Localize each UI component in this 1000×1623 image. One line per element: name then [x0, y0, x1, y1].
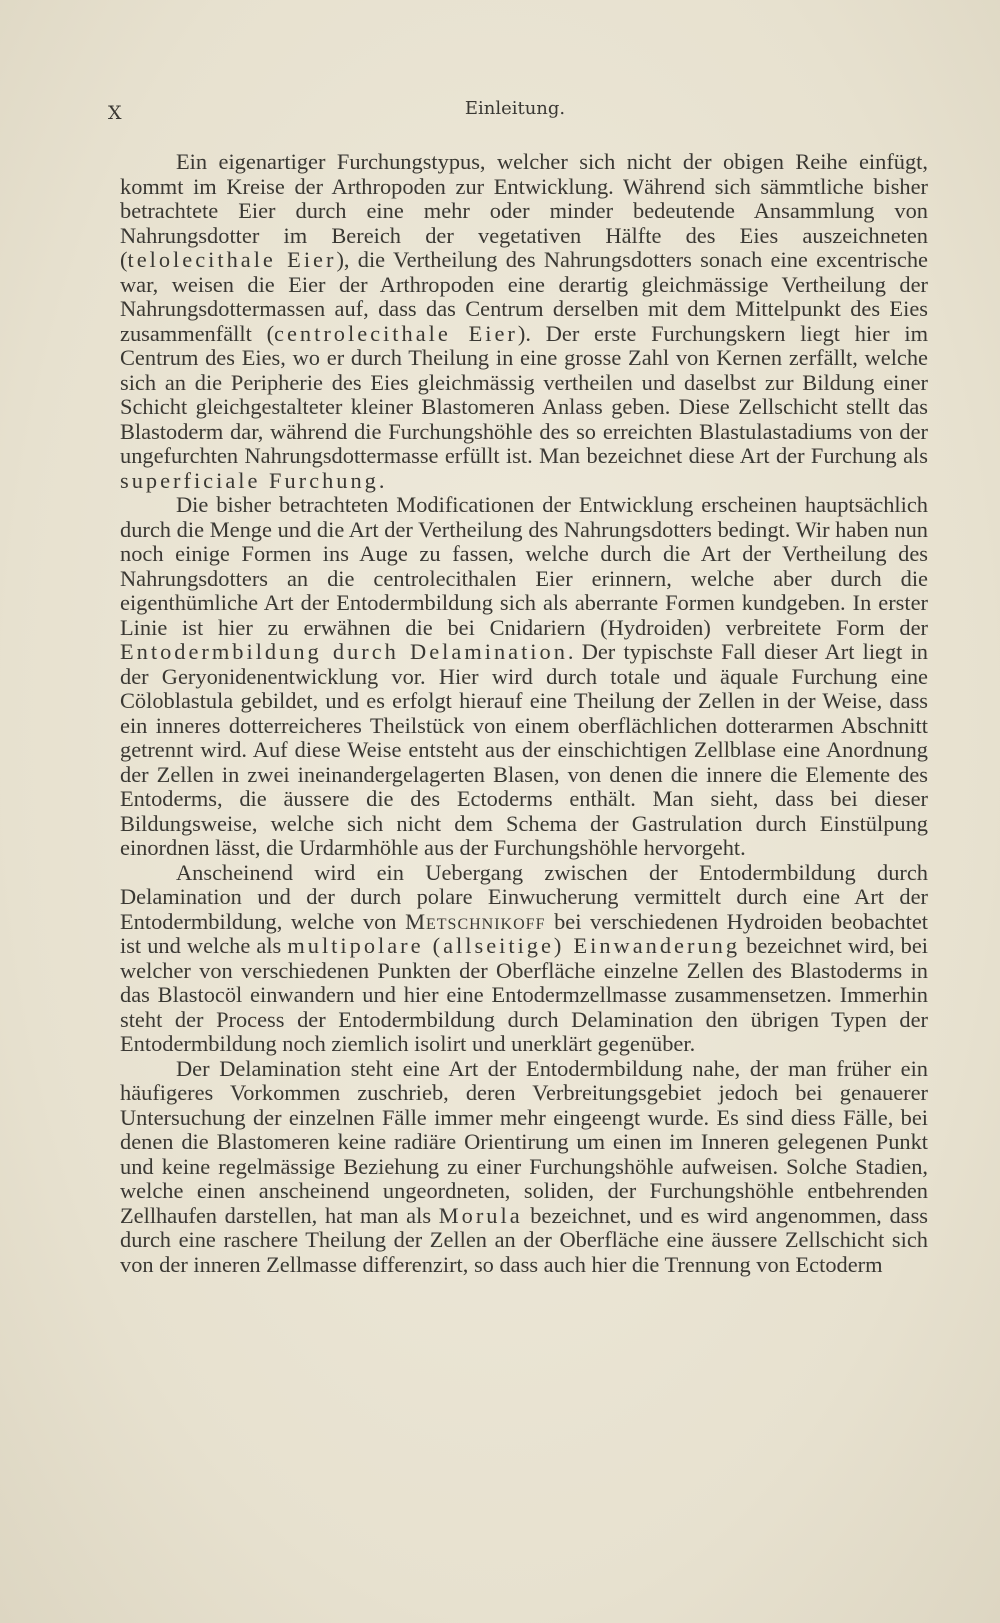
text-run: Ein eigenartiger Furchungstypus, welcher sich nicht der obigen Reihe einfügt, kommt im Kreise der Arthropoden zur Entwicklung. Während sich sämmtliche bisher betrachtete Eier durch eine mehr oder minder bedeutende Ansammlung von Nahrungsdotter im Bereich der vegetativen Hälfte des Eies auszeichneten ( [120, 149, 928, 272]
paragraph [120, 861, 928, 1057]
emphasized-term: Morula [438, 1202, 523, 1228]
text-run: bezeichnet, und es wird angenommen, dass durch eine raschere Theilung der Zellen an der Oberfläche eine äussere Zellschicht sich von der inneren Zellmasse differenzirt, so dass auch hier die Trennung von Ectoderm [120, 1202, 929, 1277]
running-title: Einleitung. [464, 98, 566, 119]
emphasized-term: centrolecithale Eier [274, 320, 518, 346]
emphasized-term: superficiale Furchung [120, 467, 379, 493]
paragraph [120, 150, 928, 493]
text-run: Anscheinend wird ein Uebergang zwischen der Entodermbildung durch Delamination und der durch polare Einwucherung vermittelt durch eine Art der Entodermbildung, welche von [120, 859, 928, 934]
paragraph [120, 493, 928, 861]
text-run: bezeichnet wird, bei welcher von verschiedenen Punkten der Oberfläche einzelne Zellen des Blastoderms in das Blastocöl einwandern und hier eine Entodermzellmasse zusammensetzen. Immerhin steht der Process der Entodermbildung durch Delamination den übrigen Typen der Entodermbildung noch ziemlich isolirt und unerklärt gegenüber. [120, 933, 928, 1056]
text-run: Der Delamination steht eine Art der Entodermbildung nahe, der man früher ein häufigeres Vorkommen zuschrieb, deren Verbreitungsgebiet jedoch bei genauerer Untersuchung der einzelnen Fälle immer mehr eingeengt wurde. Es sind diess Fälle, bei denen die Blastomeren keine radiäre Orientirung um einen im Inneren gelegenen Punkt und keine regelmässige Beziehung zu einer Furchungshöhle aufweisen. Solche Stadien, welche einen anscheinend ungeordneten, soliden, der Furchungshöhle entbehrenden Zellhaufen darstellen, hat man als [120, 1055, 928, 1228]
emphasized-term: Entodermbildung durch Delamination [120, 639, 568, 664]
emphasized-term: Metschnikoff [405, 908, 546, 934]
paragraph [120, 1057, 928, 1278]
text-run: . Der typischste Fall dieser Art liegt in der Geryonidenentwicklung vor. Hier wird durch totale und äquale Furchung eine Cöloblastula gebildet, und es erfolgt hierauf eine Theilung der Zellen in der Weise, dass ein inneres dotterreicheres Theilstück von einem oberflächlichen dotterarmen Abschnitt getrennt wird. Auf diese Weise entsteht aus der einschichtigen Zellblase eine Anordnung der Zellen in zwei ineinandergelagerten Blasen, von denen die innere die Elemente des Entoderms, die äussere die des Ectoderms enthält. Man sieht, dass bei dieser Bildungsweise, welche sich nicht dem Schema der Gastrulation durch Einstülpung einordnen lässt, die Urdarmhöhle aus der Furchungshöhle hervorgeht. [120, 639, 928, 860]
text-run: Die bisher betrachteten Modificationen der Entwicklung erscheinen hauptsächlich durch die Menge und die Art der Vertheilung des Nahrungsdotters bedingt. Wir haben nun noch einige Formen ins Auge zu fassen, welche durch die Art der Vertheilung des Nahrungsdotters an die centrolecithalen Eier erinnern, welche aber durch die eigenthümliche Art der Entodermbildung sich als aberrante Formen kundgeben. In erster Linie ist hier zu erwähnen die bei Cnidariern (Hydroiden) verbreitete Form der [120, 492, 928, 640]
emphasized-term: telolecithale Eier [127, 247, 337, 272]
text-run: . [378, 467, 385, 493]
emphasized-term: multipolare (allseitige) Einwanderung [287, 933, 741, 958]
page-number: X [108, 102, 123, 124]
text-run: ), die Vertheilung des Nahrungsdotters sonach eine excentrische war, weisen die Eier der Arthropoden eine derartig gleichmässige Vertheilung der Nahrungsdottermassen auf, dass das Centrum derselben mit dem Mittelpunkt des Eies zusammenfällt ( [120, 247, 928, 346]
body-text [120, 150, 928, 1277]
text-run: ). Der erste Furchungskern liegt hier im Centrum des Eies, wo er durch Theilung in eine grosse Zahl von Kernen zerfällt, welche sich an die Peripherie des Eies gleichmässig vertheilen und daselbst zur Bildung einer Schicht gleichgestalteter kleiner Blastomeren Anlass geben. Diese Zellschicht stellt das Blastoderm dar, während die Furchungshöhle des so erreichten Blastulastadiums von der ungefurchten Nahrungsdottermasse erfüllt ist. Man bezeichnet diese Art der Furchung als [120, 320, 928, 468]
text-run: bei verschiedenen Hydroiden beobachtet ist und welche als [120, 908, 928, 958]
